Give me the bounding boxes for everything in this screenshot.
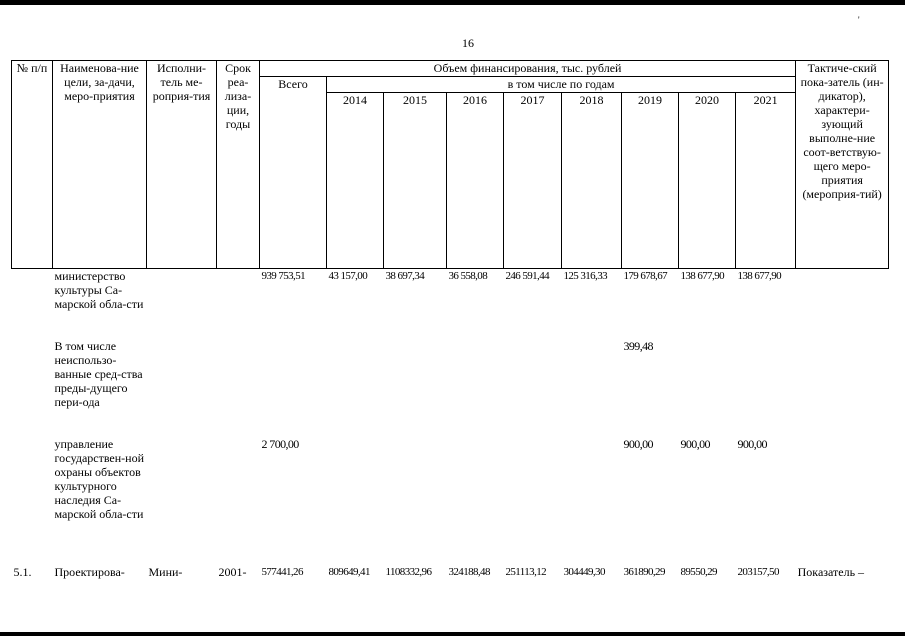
header-term: Срок реа-лиза-ции, годы [217,61,260,269]
row-name: министерство культуры Са-марской обла-сти [54,269,144,311]
row-year-value: 399,48 [623,338,653,353]
row-year-value [384,339,447,437]
row-indicator: Показатель – [797,564,865,579]
row-year-value: 246 591,44 [505,270,550,282]
table-row [12,339,889,437]
header-year: 2018 [562,93,622,269]
row-total: 939 753,51 [261,270,306,282]
row-name: управление государствен-ной охраны объектов культурного наследия Са-марской обла-сти [54,436,145,521]
row-year-value: 89550,29 [680,565,717,578]
row-indicator [796,437,889,565]
row-year-value [679,339,736,437]
row-year-value: 324188,48 [448,565,490,578]
header-year: 2014 [327,93,384,269]
row-year-value: 138 677,90 [737,270,782,282]
header-total: Всего [260,77,327,269]
row-year-value [447,437,504,565]
row-total: 2 700,00 [261,436,299,451]
row-executor [147,269,217,339]
header-year: 2015 [384,93,447,269]
row-year-value: 251113,12 [505,565,547,578]
row-year-value [504,437,562,565]
row-year-value [504,339,562,437]
row-year-value: 304449,30 [563,565,605,578]
page-number: 16 [462,36,474,50]
top-rule [0,0,905,5]
row-year-value [562,437,622,565]
row-num [12,269,53,339]
row-year-value: 125 316,33 [563,270,608,282]
header-finance-group: Объем финансирования, тыс. рублей [260,61,796,77]
header-year: 2021 [736,93,796,269]
header-executor: Исполни-тель ме-роприя-тия [147,61,217,269]
row-year-value: 38 697,34 [385,270,425,282]
row-indicator [796,269,889,339]
row-name: Проектирова- [54,564,125,579]
row-year-value: 138 677,90 [680,270,725,282]
table-row [12,269,889,339]
row-year-value [327,437,384,565]
row-year-value: 361890,29 [623,565,665,578]
bottom-rule [0,632,905,636]
financing-table [11,60,889,583]
row-year-value: 809649,41 [328,565,370,578]
header-year: 2020 [679,93,736,269]
row-executor: Мини- [148,564,183,579]
row-total: 577441,26 [261,565,303,578]
row-year-value [736,339,796,437]
row-year-value: 43 157,00 [328,270,368,282]
row-term [217,339,260,437]
row-year-value: 179 678,67 [623,270,668,282]
row-year-value [562,339,622,437]
table-row [12,565,889,583]
row-year-value [384,437,447,565]
row-indicator [796,339,889,437]
row-name: В том числе неиспользо-ванные сред-ства преды-дущего пери-ода [54,338,143,409]
row-year-value: 1108332,96 [385,565,432,578]
row-year-value: 900,00 [680,436,710,451]
header-name: Наименова-ние цели, за-дачи, меро-приятия [53,61,147,269]
header-year: 2016 [447,93,504,269]
row-total [260,339,327,437]
row-year-value: 900,00 [623,436,653,451]
header-indicator: Тактиче-ский пока-затель (ин-дикатор), характери-зующий выполне-ние соот-ветствую-щего меро-приятия (мероприя-тий) [796,61,889,269]
row-term [217,437,260,565]
row-year-value: 203157,50 [737,565,779,578]
scan-speck: ' [858,15,860,25]
row-term: 2001- [218,564,247,579]
row-year-value: 36 558,08 [448,270,488,282]
row-executor [147,339,217,437]
row-year-value: 900,00 [737,436,767,451]
row-term [217,269,260,339]
row-executor [147,437,217,565]
row-year-value [447,339,504,437]
header-year: 2019 [622,93,679,269]
row-year-value [327,339,384,437]
header-by-years: в том числе по годам [327,77,796,93]
row-num [12,339,53,437]
header-num: № п/п [12,61,53,269]
table-row [12,437,889,565]
header-year: 2017 [504,93,562,269]
row-num: 5.1. [13,564,32,579]
row-num [12,437,53,565]
